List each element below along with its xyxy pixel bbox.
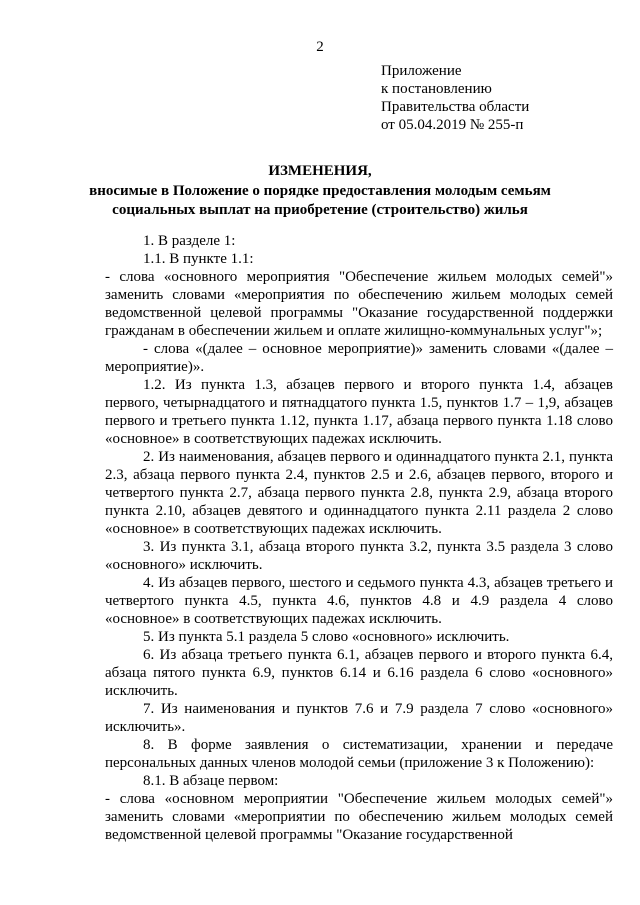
paragraph: 1.1. В пункте 1.1: — [143, 251, 254, 267]
title-heading: ИЗМЕНЕНИЯ, — [268, 163, 372, 179]
appendix-line: к постановлению — [381, 81, 492, 97]
paragraph: 5. Из пункта 5.1 раздела 5 слово «основного» исключить. — [143, 629, 510, 645]
title-line: вносимые в Положение о порядке предоставления молодым семьям — [89, 183, 551, 199]
paragraph: - слова «основного мероприятия "Обеспечение жильем молодых семей"» заменить словами «мероприятия по обеспечению жильем молодых семей ведомственной целевой программы "Оказание государственной поддержки гражданам в обеспечении жильем и оплате жилищно-коммунальных услуг"»; — [105, 269, 613, 339]
paragraph: 3. Из пункта 3.1, абзаца второго пункта 3.2, пункта 3.5 раздела 3 слово «основного» исключить. — [105, 539, 613, 573]
paragraph: 4. Из абзацев первого, шестого и седьмого пункта 4.3, абзацев третьего и четвертого пункта 4.5, пункта 4.6, пунктов 4.8 и 4.9 раздела 4 слово «основное» в соответствующих падежах исключить. — [105, 575, 613, 627]
appendix-line: Правительства области — [381, 99, 530, 115]
paragraph: - слова «основном мероприятии "Обеспечение жильем молодых семей"» заменить словами «мероприятии по обеспечению жильем молодых семей ведомственной целевой программы "Оказание государственной — [105, 791, 613, 843]
title-line: социальных выплат на приобретение (строительство) жилья — [112, 202, 528, 218]
paragraph: 1. В разделе 1: — [143, 233, 236, 249]
paragraph: 8.1. В абзаце первом: — [143, 773, 279, 789]
paragraph: 8. В форме заявления о систематизации, хранении и передаче персональных данных членов молодой семьи (приложение 3 к Положению): — [105, 737, 613, 771]
appendix-date-number: от 05.04.2019 № 255-п — [381, 117, 524, 133]
paragraph: 1.2. Из пункта 1.3, абзацев первого и второго пункта 1.4, абзацев первого, четырнадцатого и пятнадцатого пункта 1.5, пунктов 1.7 – 1,9, абзацев первого и третьего пункта 1.12, пункта 1.17, абзаца первого пункта 1.18 слово «основное» в соответствующих падежах исключить. — [105, 377, 613, 447]
body-text — [105, 232, 613, 844]
paragraph: 7. Из наименования и пунктов 7.6 и 7.9 раздела 7 слово «основного» исключить». — [105, 701, 613, 735]
paragraph: 6. Из абзаца третьего пункта 6.1, абзацев первого и второго пункта 6.4, абзаца пятого пункта 6.9, пунктов 6.14 и 6.16 раздела 6 слово «основного» исключить. — [105, 647, 613, 699]
paragraph: - слова «(далее – основное мероприятие)» заменить словами «(далее – мероприятие)». — [105, 341, 613, 375]
page-number: 2 — [316, 39, 324, 55]
appendix-block — [381, 62, 529, 134]
paragraph: 2. Из наименования, абзацев первого и одиннадцатого пункта 2.1, пункта 2.3, абзаца первого пункта 2.4, пунктов 2.5 и 2.6, абзацев первого, второго и четвертого пункта 2.7, абзаца первого пункта 2.8, пункта 2.9, абзаца второго пункта 2.10, абзацев девятого и одиннадцатого пункта 2.11 раздела 2 слово «основное» в соответствующих падежах исключить. — [105, 449, 613, 537]
document-title — [0, 162, 640, 220]
appendix-line: Приложение — [381, 63, 462, 79]
